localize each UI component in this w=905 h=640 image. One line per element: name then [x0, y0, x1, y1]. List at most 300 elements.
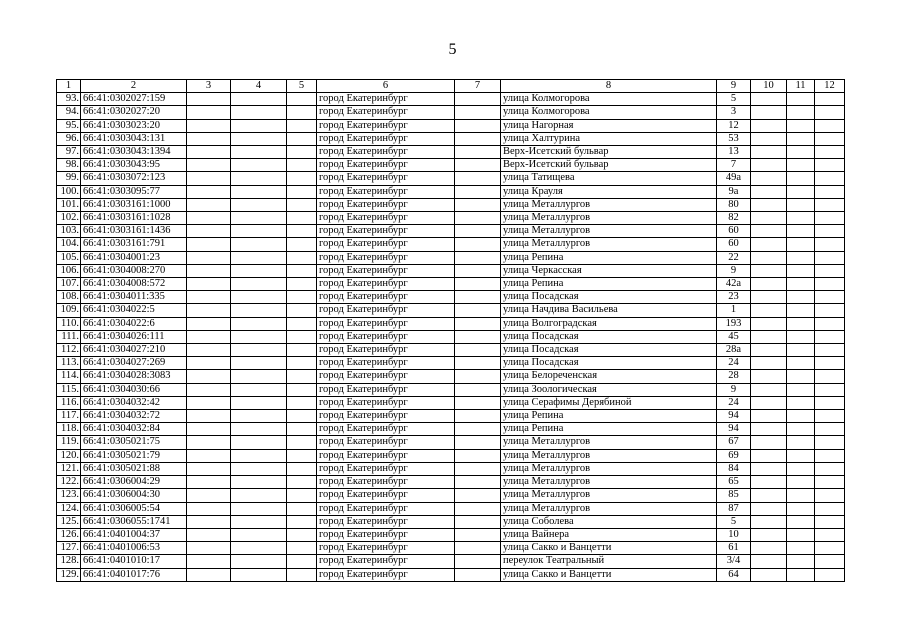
city-cell: город Екатеринбург — [317, 212, 455, 225]
table-row — [57, 555, 845, 568]
empty-cell — [751, 119, 787, 132]
empty-cell — [751, 185, 787, 198]
street-cell: улица Репина — [501, 278, 717, 291]
table-row — [57, 146, 845, 159]
empty-cell — [187, 185, 231, 198]
empty-cell — [815, 119, 845, 132]
empty-cell — [455, 106, 501, 119]
cadastral-number-cell: 66:41:0303095:77 — [81, 185, 187, 198]
house-number-cell: 53 — [717, 132, 751, 145]
table-row — [57, 489, 845, 502]
house-number-cell: 12 — [717, 119, 751, 132]
table-row — [57, 172, 845, 185]
empty-cell — [231, 383, 287, 396]
row-number-cell: 93. — [57, 93, 81, 106]
table-row — [57, 225, 845, 238]
house-number-cell: 87 — [717, 502, 751, 515]
row-number-cell: 103. — [57, 225, 81, 238]
empty-cell — [231, 542, 287, 555]
house-number-cell: 10 — [717, 528, 751, 541]
empty-cell — [815, 462, 845, 475]
empty-cell — [787, 542, 815, 555]
street-cell: улица Крауля — [501, 185, 717, 198]
empty-cell — [187, 238, 231, 251]
empty-cell — [455, 278, 501, 291]
empty-cell — [787, 568, 815, 581]
table-row — [57, 383, 845, 396]
city-cell: город Екатеринбург — [317, 489, 455, 502]
city-cell: город Екатеринбург — [317, 449, 455, 462]
street-cell: улица Колмогорова — [501, 106, 717, 119]
empty-cell — [751, 278, 787, 291]
row-number-cell: 125. — [57, 515, 81, 528]
empty-cell — [287, 225, 317, 238]
house-number-cell: 5 — [717, 93, 751, 106]
cadastral-number-cell: 66:41:0306004:29 — [81, 476, 187, 489]
street-cell: улица Металлургов — [501, 476, 717, 489]
street-cell: улица Репина — [501, 423, 717, 436]
city-cell: город Екатеринбург — [317, 357, 455, 370]
empty-cell — [231, 344, 287, 357]
empty-cell — [787, 251, 815, 264]
empty-cell — [287, 198, 317, 211]
street-cell: улица Посадская — [501, 330, 717, 343]
street-cell: улица Колмогорова — [501, 93, 717, 106]
table-row — [57, 251, 845, 264]
cadastral-number-cell: 66:41:0304011:335 — [81, 291, 187, 304]
cadastral-number-cell: 66:41:0306004:30 — [81, 489, 187, 502]
cadastral-number-cell: 66:41:0303043:1394 — [81, 146, 187, 159]
empty-cell — [287, 555, 317, 568]
empty-cell — [815, 502, 845, 515]
empty-cell — [231, 146, 287, 159]
empty-cell — [287, 357, 317, 370]
street-cell: улица Волгоградская — [501, 317, 717, 330]
empty-cell — [187, 423, 231, 436]
empty-cell — [751, 146, 787, 159]
street-cell: улица Репина — [501, 410, 717, 423]
empty-cell — [815, 238, 845, 251]
row-number-cell: 128. — [57, 555, 81, 568]
empty-cell — [787, 489, 815, 502]
street-cell: улица Металлургов — [501, 436, 717, 449]
house-number-cell: 22 — [717, 251, 751, 264]
empty-cell — [187, 304, 231, 317]
row-number-cell: 94. — [57, 106, 81, 119]
row-number-cell: 101. — [57, 198, 81, 211]
empty-cell — [787, 528, 815, 541]
city-cell: город Екатеринбург — [317, 93, 455, 106]
empty-cell — [751, 462, 787, 475]
empty-cell — [231, 198, 287, 211]
city-cell: город Екатеринбург — [317, 185, 455, 198]
table-row — [57, 357, 845, 370]
empty-cell — [187, 225, 231, 238]
empty-cell — [787, 264, 815, 277]
empty-cell — [187, 370, 231, 383]
table-row — [57, 410, 845, 423]
empty-cell — [751, 528, 787, 541]
city-cell: город Екатеринбург — [317, 278, 455, 291]
cadastral-number-cell: 66:41:0303043:95 — [81, 159, 187, 172]
empty-cell — [815, 489, 845, 502]
city-cell: город Екатеринбург — [317, 396, 455, 409]
empty-cell — [455, 304, 501, 317]
cadastral-number-cell: 66:41:0401010:17 — [81, 555, 187, 568]
empty-cell — [815, 357, 845, 370]
empty-cell — [815, 159, 845, 172]
row-number-cell: 124. — [57, 502, 81, 515]
empty-cell — [787, 172, 815, 185]
house-number-cell: 84 — [717, 462, 751, 475]
house-number-cell: 9 — [717, 383, 751, 396]
empty-cell — [751, 225, 787, 238]
row-number-cell: 115. — [57, 383, 81, 396]
table-row — [57, 264, 845, 277]
empty-cell — [751, 132, 787, 145]
empty-cell — [231, 304, 287, 317]
empty-cell — [815, 542, 845, 555]
row-number-cell: 105. — [57, 251, 81, 264]
empty-cell — [187, 264, 231, 277]
street-cell: улица Металлургов — [501, 225, 717, 238]
empty-cell — [187, 132, 231, 145]
empty-cell — [751, 515, 787, 528]
empty-cell — [815, 344, 845, 357]
empty-cell — [815, 225, 845, 238]
empty-cell — [787, 146, 815, 159]
house-number-cell: 45 — [717, 330, 751, 343]
city-cell: город Екатеринбург — [317, 330, 455, 343]
house-number-cell: 42а — [717, 278, 751, 291]
empty-cell — [231, 568, 287, 581]
house-number-cell: 49а — [717, 172, 751, 185]
house-number-cell: 60 — [717, 225, 751, 238]
empty-cell — [287, 370, 317, 383]
empty-cell — [815, 449, 845, 462]
house-number-cell: 82 — [717, 212, 751, 225]
row-number-cell: 100. — [57, 185, 81, 198]
cadastral-number-cell: 66:41:0303023:20 — [81, 119, 187, 132]
empty-cell — [455, 449, 501, 462]
city-cell: город Екатеринбург — [317, 476, 455, 489]
street-cell: улица Соболева — [501, 515, 717, 528]
empty-cell — [455, 291, 501, 304]
city-cell: город Екатеринбург — [317, 146, 455, 159]
street-cell: улица Металлургов — [501, 502, 717, 515]
empty-cell — [815, 278, 845, 291]
empty-cell — [787, 423, 815, 436]
row-number-cell: 108. — [57, 291, 81, 304]
empty-cell — [187, 172, 231, 185]
empty-cell — [787, 396, 815, 409]
street-cell: улица Металлургов — [501, 449, 717, 462]
table-row — [57, 238, 845, 251]
empty-cell — [287, 502, 317, 515]
empty-cell — [815, 198, 845, 211]
empty-cell — [815, 93, 845, 106]
row-number-cell: 104. — [57, 238, 81, 251]
registry-table — [56, 79, 845, 582]
empty-cell — [787, 344, 815, 357]
city-cell: город Екатеринбург — [317, 462, 455, 475]
empty-cell — [231, 449, 287, 462]
city-cell: город Екатеринбург — [317, 555, 455, 568]
empty-cell — [787, 436, 815, 449]
table-row — [57, 132, 845, 145]
cadastral-number-cell: 66:41:0303043:131 — [81, 132, 187, 145]
empty-cell — [287, 159, 317, 172]
column-header: 3 — [187, 80, 231, 93]
empty-cell — [187, 159, 231, 172]
empty-cell — [787, 119, 815, 132]
empty-cell — [231, 291, 287, 304]
empty-cell — [815, 370, 845, 383]
empty-cell — [455, 146, 501, 159]
street-cell: улица Посадская — [501, 344, 717, 357]
empty-cell — [187, 251, 231, 264]
empty-cell — [187, 317, 231, 330]
column-header: 8 — [501, 80, 717, 93]
cadastral-number-cell: 66:41:0303161:791 — [81, 238, 187, 251]
empty-cell — [751, 159, 787, 172]
house-number-cell: 9а — [717, 185, 751, 198]
column-header: 9 — [717, 80, 751, 93]
empty-cell — [751, 357, 787, 370]
empty-cell — [815, 132, 845, 145]
street-cell: улица Зоологическая — [501, 383, 717, 396]
empty-cell — [231, 528, 287, 541]
empty-cell — [287, 410, 317, 423]
table-row — [57, 370, 845, 383]
empty-cell — [455, 317, 501, 330]
table-row — [57, 462, 845, 475]
empty-cell — [787, 476, 815, 489]
empty-cell — [187, 278, 231, 291]
cadastral-number-cell: 66:41:0302027:159 — [81, 93, 187, 106]
table-row — [57, 119, 845, 132]
empty-cell — [787, 357, 815, 370]
table-row — [57, 278, 845, 291]
table-row — [57, 449, 845, 462]
empty-cell — [787, 502, 815, 515]
empty-cell — [187, 515, 231, 528]
row-number-cell: 122. — [57, 476, 81, 489]
street-cell: улица Вайнера — [501, 528, 717, 541]
empty-cell — [815, 568, 845, 581]
empty-cell — [455, 489, 501, 502]
empty-cell — [787, 238, 815, 251]
empty-cell — [455, 251, 501, 264]
city-cell: город Екатеринбург — [317, 119, 455, 132]
empty-cell — [187, 93, 231, 106]
empty-cell — [787, 370, 815, 383]
empty-cell — [231, 212, 287, 225]
empty-cell — [231, 185, 287, 198]
city-cell: город Екатеринбург — [317, 344, 455, 357]
cadastral-number-cell: 66:41:0303161:1436 — [81, 225, 187, 238]
empty-cell — [187, 357, 231, 370]
empty-cell — [787, 330, 815, 343]
empty-cell — [787, 304, 815, 317]
empty-cell — [455, 330, 501, 343]
street-cell: улица Металлургов — [501, 489, 717, 502]
empty-cell — [231, 396, 287, 409]
table-row — [57, 423, 845, 436]
empty-cell — [231, 225, 287, 238]
street-cell: Верх-Исетский бульвар — [501, 159, 717, 172]
house-number-cell: 13 — [717, 146, 751, 159]
table-row — [57, 344, 845, 357]
table-row — [57, 212, 845, 225]
empty-cell — [815, 251, 845, 264]
table-row — [57, 106, 845, 119]
empty-cell — [751, 238, 787, 251]
empty-cell — [455, 568, 501, 581]
empty-cell — [231, 132, 287, 145]
empty-cell — [815, 383, 845, 396]
cadastral-number-cell: 66:41:0306055:1741 — [81, 515, 187, 528]
city-cell: город Екатеринбург — [317, 410, 455, 423]
empty-cell — [751, 383, 787, 396]
empty-cell — [815, 330, 845, 343]
empty-cell — [455, 370, 501, 383]
cadastral-number-cell: 66:41:0306005:54 — [81, 502, 187, 515]
table-row — [57, 542, 845, 555]
empty-cell — [231, 462, 287, 475]
empty-cell — [751, 264, 787, 277]
house-number-cell: 94 — [717, 410, 751, 423]
empty-cell — [287, 396, 317, 409]
empty-cell — [231, 251, 287, 264]
empty-cell — [231, 159, 287, 172]
empty-cell — [455, 132, 501, 145]
city-cell: город Екатеринбург — [317, 423, 455, 436]
city-cell: город Екатеринбург — [317, 317, 455, 330]
table-row — [57, 291, 845, 304]
city-cell: город Екатеринбург — [317, 502, 455, 515]
empty-cell — [287, 119, 317, 132]
city-cell: город Екатеринбург — [317, 542, 455, 555]
empty-cell — [455, 502, 501, 515]
street-cell: улица Халтурина — [501, 132, 717, 145]
table-row — [57, 317, 845, 330]
cadastral-number-cell: 66:41:0304032:42 — [81, 396, 187, 409]
empty-cell — [231, 410, 287, 423]
house-number-cell: 67 — [717, 436, 751, 449]
empty-cell — [455, 93, 501, 106]
table-row — [57, 502, 845, 515]
empty-cell — [787, 515, 815, 528]
empty-cell — [751, 542, 787, 555]
cadastral-number-cell: 66:41:0303161:1028 — [81, 212, 187, 225]
empty-cell — [815, 410, 845, 423]
empty-cell — [455, 212, 501, 225]
row-number-cell: 118. — [57, 423, 81, 436]
cadastral-number-cell: 66:41:0305021:79 — [81, 449, 187, 462]
house-number-cell: 24 — [717, 357, 751, 370]
empty-cell — [815, 476, 845, 489]
empty-cell — [787, 449, 815, 462]
column-header: 2 — [81, 80, 187, 93]
empty-cell — [187, 146, 231, 159]
empty-cell — [187, 330, 231, 343]
empty-cell — [287, 317, 317, 330]
table-row — [57, 185, 845, 198]
empty-cell — [815, 515, 845, 528]
empty-cell — [815, 304, 845, 317]
empty-cell — [231, 317, 287, 330]
street-cell: улица Нагорная — [501, 119, 717, 132]
empty-cell — [231, 330, 287, 343]
street-cell: улица Сакко и Ванцетти — [501, 568, 717, 581]
street-cell: улица Черкасская — [501, 264, 717, 277]
empty-cell — [787, 212, 815, 225]
city-cell: город Екатеринбург — [317, 225, 455, 238]
column-header: 10 — [751, 80, 787, 93]
cadastral-number-cell: 66:41:0305021:75 — [81, 436, 187, 449]
empty-cell — [787, 93, 815, 106]
cadastral-number-cell: 66:41:0304008:270 — [81, 264, 187, 277]
street-cell: улица Металлургов — [501, 198, 717, 211]
cadastral-number-cell: 66:41:0302027:20 — [81, 106, 187, 119]
street-cell: улица Металлургов — [501, 462, 717, 475]
empty-cell — [455, 423, 501, 436]
cadastral-number-cell: 66:41:0304030:66 — [81, 383, 187, 396]
column-header: 1 — [57, 80, 81, 93]
empty-cell — [815, 106, 845, 119]
street-cell: улица Металлургов — [501, 238, 717, 251]
empty-cell — [751, 555, 787, 568]
empty-cell — [751, 502, 787, 515]
table-row — [57, 330, 845, 343]
empty-cell — [751, 304, 787, 317]
row-number-cell: 117. — [57, 410, 81, 423]
street-cell: улица Белореченская — [501, 370, 717, 383]
empty-cell — [231, 489, 287, 502]
table-row — [57, 93, 845, 106]
empty-cell — [787, 555, 815, 568]
city-cell: город Екатеринбург — [317, 515, 455, 528]
empty-cell — [455, 357, 501, 370]
column-header: 4 — [231, 80, 287, 93]
cadastral-number-cell: 66:41:0304001:23 — [81, 251, 187, 264]
empty-cell — [287, 330, 317, 343]
empty-cell — [455, 185, 501, 198]
empty-cell — [187, 436, 231, 449]
empty-cell — [787, 383, 815, 396]
table-row — [57, 198, 845, 211]
house-number-cell: 5 — [717, 515, 751, 528]
empty-cell — [751, 568, 787, 581]
row-number-cell: 113. — [57, 357, 81, 370]
empty-cell — [287, 528, 317, 541]
house-number-cell: 61 — [717, 542, 751, 555]
city-cell: город Екатеринбург — [317, 106, 455, 119]
empty-cell — [287, 489, 317, 502]
empty-cell — [287, 185, 317, 198]
house-number-cell: 3/4 — [717, 555, 751, 568]
empty-cell — [751, 317, 787, 330]
street-cell: улица Посадская — [501, 357, 717, 370]
table-row — [57, 528, 845, 541]
empty-cell — [287, 304, 317, 317]
empty-cell — [455, 344, 501, 357]
house-number-cell: 64 — [717, 568, 751, 581]
empty-cell — [231, 436, 287, 449]
empty-cell — [455, 198, 501, 211]
city-cell: город Екатеринбург — [317, 132, 455, 145]
